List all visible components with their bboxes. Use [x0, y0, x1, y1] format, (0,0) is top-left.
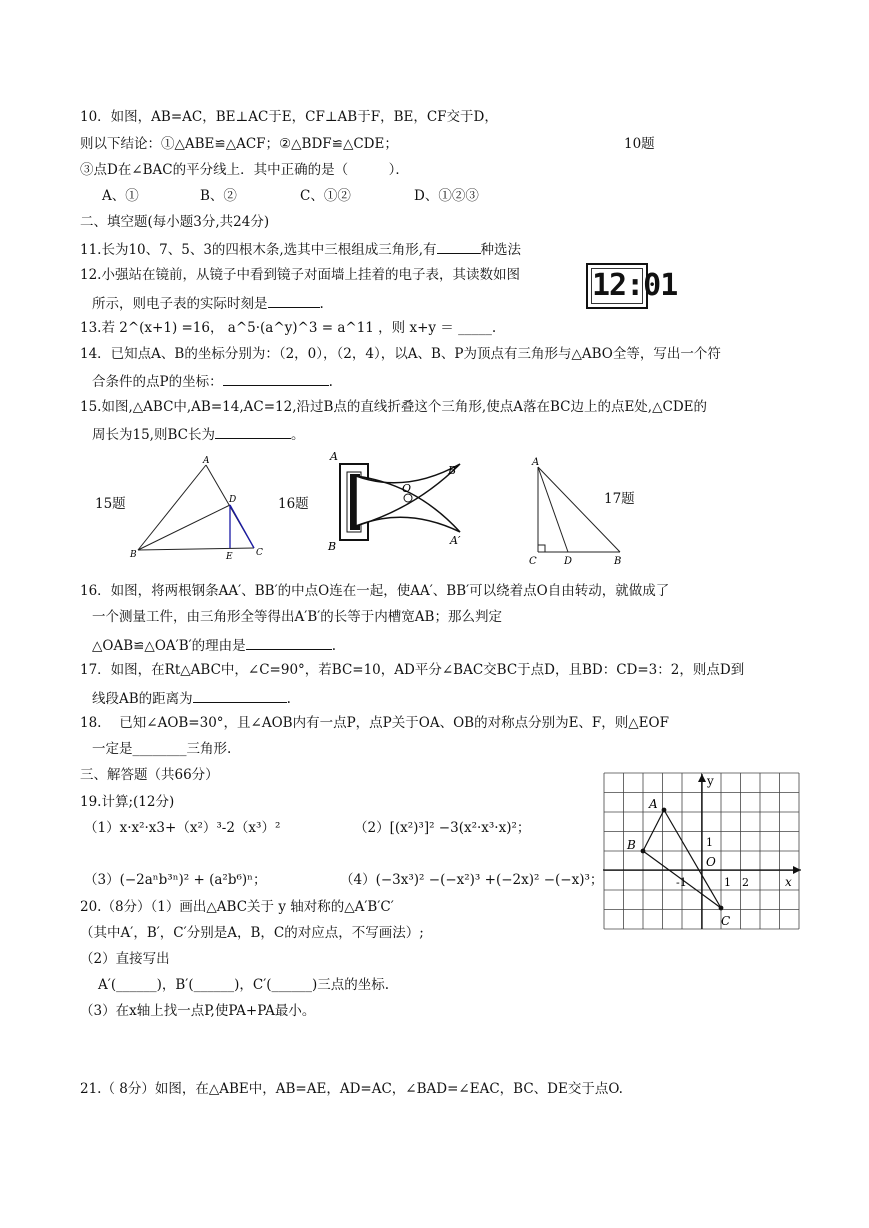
- q17-blank[interactable]: [193, 688, 287, 703]
- q15-text-end: 。: [290, 427, 305, 443]
- fig17-point-b: B: [614, 556, 622, 567]
- q15-text: 周长为15,则BC长为: [92, 427, 215, 443]
- q10-option-a: A、①: [102, 188, 139, 204]
- q18-line2: 一定是________三角形.: [92, 741, 232, 757]
- q10-line2: 则以下结论：①△ABE≌△ACF；②△BDF≌△CDE；: [80, 136, 398, 152]
- grid-tick-x2: 2: [742, 876, 749, 889]
- section-2-heading: 二、填空题(每小题3分,共24分): [80, 214, 270, 230]
- q11: [80, 239, 521, 259]
- fig17-label: 17题: [604, 491, 635, 507]
- q17-text: 线段AB的距离为: [92, 691, 193, 707]
- clock-readout: 12:01: [592, 268, 678, 303]
- q10-option-c: C、①②: [300, 188, 351, 204]
- grid-point-b: B: [627, 838, 636, 852]
- q10-option-b: B、②: [200, 188, 237, 204]
- q16-line2: 一个测量工件，由三角形全等得出A′B′的长等于内槽宽AB；那么判定: [92, 609, 502, 625]
- q17-line1: 17．如图，在Rt△ABC中，∠C=90°，若BC=10，AD平分∠BAC交BC于点D，且BD：CD=3：2，则点D到: [80, 662, 745, 678]
- q11-blank[interactable]: [437, 239, 481, 254]
- figure-17-right-triangle: [526, 455, 636, 570]
- q10-line1: 10．如图，AB=AC，BE⊥AC于E，CF⊥AB于F，BE，CF交于D，: [80, 109, 498, 125]
- q16-text-end: .: [331, 638, 336, 654]
- q14-blank[interactable]: [223, 371, 329, 386]
- q15-line2: [92, 424, 304, 444]
- q13: 13.若 2^(x+1) =16， a^5·(a^y)^3 = a^11 ，则 x+y ＝ _____.: [80, 320, 497, 336]
- grid-tick-x1: 1: [724, 876, 731, 889]
- q14-text: 合条件的点P的坐标：: [92, 374, 223, 390]
- fig16-point-a-prime: A′: [450, 534, 461, 547]
- q17-line2: [92, 688, 291, 708]
- figure-15-triangle: [126, 455, 266, 565]
- fig15-label: 15题: [95, 496, 126, 512]
- q20-line1: 20.（8分）（1）画出△ABC关于 y 轴对称的△A′B′C′: [80, 899, 394, 915]
- grid-x-axis-label: x: [785, 875, 792, 889]
- q14-line1: 14．已知点A、B的坐标分别为：（2，0），（2，4），以A、B、P为顶点有三角形与△ABO全等，写出一个符: [80, 346, 721, 362]
- fig15-point-a: A: [203, 456, 210, 466]
- q10-line3: ③点D在∠BAC的平分线上．其中正确的是（ ）．: [80, 162, 409, 178]
- q20-line5: （3）在x轴上找一点P,使PA+PA最小。: [80, 1003, 316, 1019]
- digital-clock-image: [586, 263, 678, 309]
- q20-line2: （其中A′，B′，C′分别是A，B，C的对应点，不写画法）;: [80, 925, 424, 941]
- section-3-heading: 三、解答题（共66分）: [80, 767, 219, 783]
- q18-line1: 18. 已知∠AOB=30°，且∠AOB内有一点P，点P关于OA、OB的对称点分别为E、F，则△EOF: [80, 715, 669, 731]
- fig15-point-c: C: [256, 548, 263, 558]
- coordinate-grid-figure: [603, 772, 803, 932]
- q10-figure-label: 10题: [624, 136, 655, 152]
- q15-blank[interactable]: [215, 424, 291, 439]
- q16-blank[interactable]: [246, 635, 332, 650]
- q16-line1: 16．如图，将两根钢条AA′、BB′的中点O连在一起，使AA′、BB′可以绕着点O自由转动，就做成了: [80, 583, 670, 599]
- grid-origin-label: O: [706, 855, 716, 869]
- q11-text: 11.长为10、7、5、3的四根木条,选其中三根组成三角形,有: [80, 242, 437, 258]
- grid-point-a: A: [649, 797, 658, 811]
- q12-text-end: .: [319, 296, 324, 312]
- grid-tick-xneg1: -1: [676, 876, 687, 889]
- fig17-point-c: C: [529, 556, 537, 567]
- fig16-point-b-prime: B′: [448, 464, 459, 477]
- fig17-point-d: D: [564, 556, 573, 567]
- q19-part1: （1）x·x²·x3+（x²）³-2（x³）²: [84, 820, 281, 836]
- q10-option-d: D、①②③: [414, 188, 479, 204]
- q16-line3: [92, 635, 336, 655]
- grid-y-axis-label: y: [707, 774, 714, 788]
- q20-line3: （2）直接写出: [80, 951, 170, 967]
- q11-text-end: 种选法: [480, 242, 521, 258]
- q21: 21.（ 8分）如图，在△ABE中，AB=AE，AD=AC，∠BAD=∠EAC，BC、DE交于点O.: [80, 1081, 623, 1097]
- q19-part4: （4）(−3x³)² −(−x²)³ +(−2x)² −(−x)³；: [340, 872, 604, 888]
- grid-point-c: C: [721, 914, 731, 928]
- q15-line1: 15.如图,△ABC中,AB=14,AC=12,沿过B点的直线折叠这个三角形,使点A落在BC边上的点E处,△CDE的: [80, 399, 707, 415]
- q12-line2: [92, 293, 324, 313]
- q12-blank[interactable]: [268, 293, 320, 308]
- figure-16-calipers: [326, 446, 476, 556]
- fig16-point-a: A: [330, 450, 338, 463]
- fig16-point-b: B: [328, 540, 337, 553]
- fig15-point-b: B: [130, 550, 137, 560]
- q16-text: △OAB≌△OA′B′的理由是: [92, 638, 246, 654]
- q19-title: 19.计算;(12分): [80, 794, 175, 810]
- fig15-point-d: D: [229, 495, 237, 505]
- fig16-label: 16题: [278, 496, 309, 512]
- q19-part3: （3）(−2aⁿb³ⁿ)² + (a²b⁶)ⁿ；: [84, 872, 267, 888]
- q20-line4: A′(______)，B′(______)，C′(______)三点的坐标.: [98, 977, 390, 993]
- q14-text-end: .: [328, 374, 333, 390]
- q19-part2: （2）[(x²)³]² −3(x²·x³·x)²；: [354, 820, 531, 836]
- grid-tick-y1: 1: [706, 836, 713, 849]
- q14-line2: [92, 371, 333, 391]
- fig16-point-o: O: [402, 482, 412, 495]
- q12-line1: 12.小强站在镜前，从镜子中看到镜子对面墙上挂着的电子表，其读数如图: [80, 267, 520, 283]
- q12-text: 所示，则电子表的实际时刻是: [92, 296, 268, 312]
- fig17-point-a: A: [532, 457, 540, 468]
- fig15-point-e: E: [226, 552, 233, 562]
- q17-text-end: .: [286, 691, 291, 707]
